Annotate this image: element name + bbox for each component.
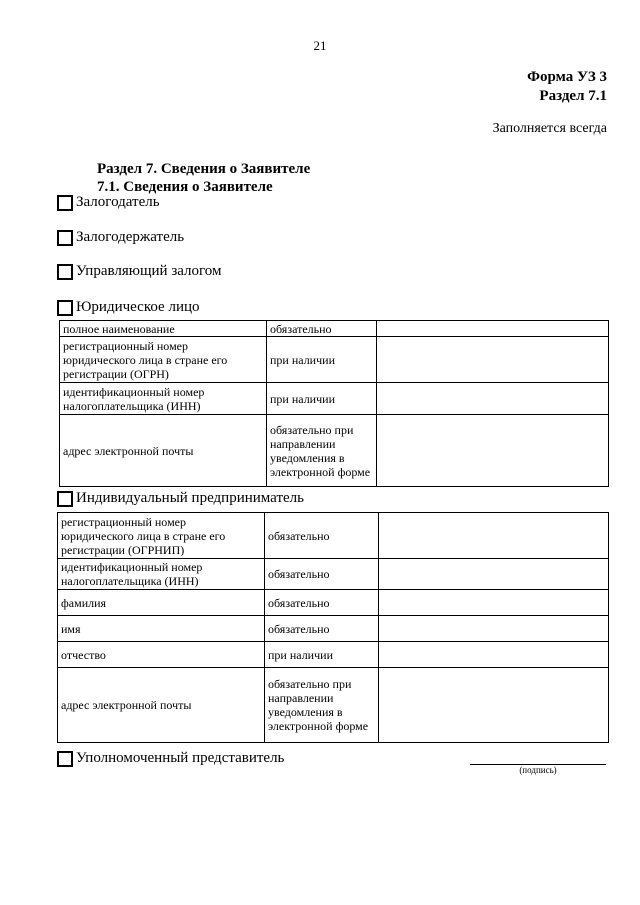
option-legal-entity[interactable] <box>57 299 200 316</box>
field-label: идентификационный номер налогоплательщика (ИНН) <box>60 383 267 415</box>
field-value-cell[interactable] <box>379 513 609 559</box>
table-row <box>60 415 609 487</box>
field-requirement: обязательно при направлении уведомления в электронной форме <box>267 415 377 487</box>
table-row <box>58 559 609 590</box>
option-pledgor[interactable] <box>57 194 160 211</box>
field-label: регистрационный номер юридического лица в стране его регистрации (ОГРН) <box>60 337 267 383</box>
field-value-cell[interactable] <box>377 415 609 487</box>
fill-note: Заполняется всегда <box>492 121 607 136</box>
field-value-cell[interactable] <box>379 616 609 642</box>
table-row <box>60 337 609 383</box>
checkbox-pledge-manager[interactable] <box>57 264 73 280</box>
option-pledgee-label: Залогодержатель <box>76 229 185 245</box>
field-requirement: при наличии <box>267 383 377 415</box>
checkbox-legal-entity[interactable] <box>57 300 73 316</box>
option-pledgor-label: Залогодатель <box>76 194 160 210</box>
page-number: 21 <box>313 38 327 53</box>
option-entrepreneur-label: Индивидуальный предприниматель <box>76 490 304 506</box>
field-label: фамилия <box>58 590 265 616</box>
field-label: полное наименование <box>60 321 267 337</box>
field-value-cell[interactable] <box>377 321 609 337</box>
field-value-cell[interactable] <box>377 337 609 383</box>
field-value-cell[interactable] <box>379 668 609 743</box>
field-value-cell[interactable] <box>377 383 609 415</box>
field-value-cell[interactable] <box>379 559 609 590</box>
field-label: отчество <box>58 642 265 668</box>
option-pledgee[interactable] <box>57 229 184 246</box>
option-pledge-manager-label: Управляющий залогом <box>76 263 222 279</box>
field-label: адрес электронной почты <box>58 668 265 743</box>
option-entrepreneur[interactable] <box>57 490 304 507</box>
field-label: идентификационный номер налогоплательщика (ИНН) <box>58 559 265 590</box>
field-requirement: обязательно <box>265 590 379 616</box>
field-requirement: обязательно <box>265 616 379 642</box>
form-section: Раздел 7.1 <box>539 88 607 104</box>
form-code: Форма УЗ 3 <box>527 69 607 85</box>
checkbox-representative[interactable] <box>57 751 73 767</box>
table-row <box>58 668 609 743</box>
checkbox-pledgee[interactable] <box>57 230 73 246</box>
signature-label: (подпись) <box>519 765 557 775</box>
checkbox-entrepreneur[interactable] <box>57 491 73 507</box>
table-row <box>58 590 609 616</box>
table-row <box>58 513 609 559</box>
field-value-cell[interactable] <box>379 642 609 668</box>
table-row <box>60 383 609 415</box>
table-row <box>58 642 609 668</box>
section-title: Раздел 7. Сведения о Заявителе <box>97 161 311 177</box>
field-label: адрес электронной почты <box>60 415 267 487</box>
option-pledge-manager[interactable] <box>57 263 222 280</box>
field-label: имя <box>58 616 265 642</box>
table-row <box>58 616 609 642</box>
field-requirement: при наличии <box>267 337 377 383</box>
field-requirement: при наличии <box>265 642 379 668</box>
legal-entity-table <box>59 320 609 487</box>
field-value-cell[interactable] <box>379 590 609 616</box>
field-requirement: обязательно <box>265 513 379 559</box>
field-requirement: обязательно <box>265 559 379 590</box>
entrepreneur-table <box>57 512 609 743</box>
table-row <box>60 321 609 337</box>
checkbox-pledgor[interactable] <box>57 195 73 211</box>
field-requirement: обязательно <box>267 321 377 337</box>
field-requirement: обязательно при направлении уведомления в электронной форме <box>265 668 379 743</box>
section-heading <box>97 160 310 196</box>
field-label: регистрационный номер юридического лица в стране его регистрации (ОГРНИП) <box>58 513 265 559</box>
option-representative[interactable] <box>57 750 284 767</box>
option-representative-label: Уполномоченный представитель <box>76 750 285 766</box>
form-header <box>527 68 607 106</box>
option-legal-entity-label: Юридическое лицо <box>76 299 200 315</box>
subsection-title: 7.1. Сведения о Заявителе <box>97 179 273 195</box>
